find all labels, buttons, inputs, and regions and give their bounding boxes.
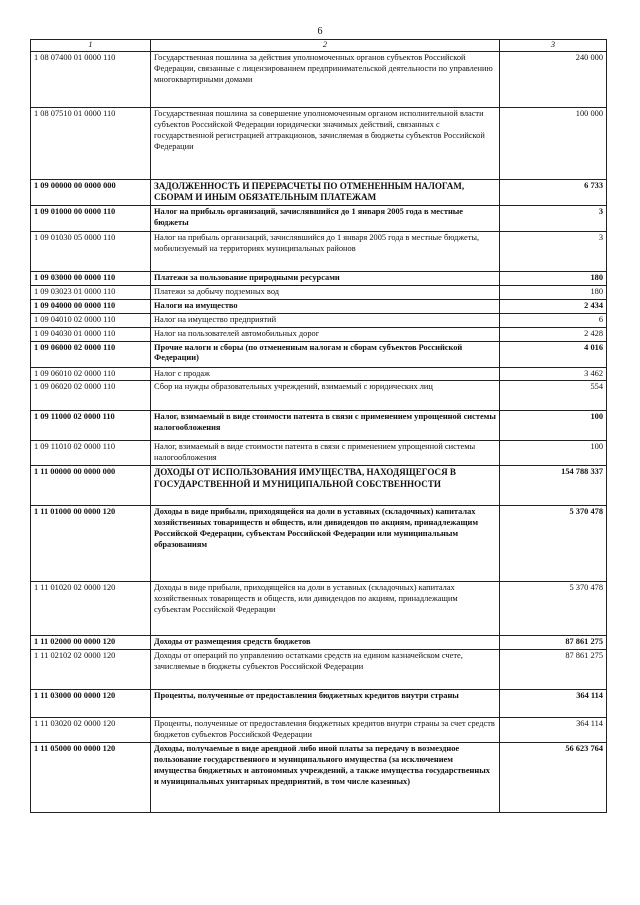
column-header-name: 2 xyxy=(151,40,500,52)
row-name: Государственная пошлина за совершение уполномоченным органом исполнительной власти субъектов Российской Федерации юридически значимых действий, связанных с государственной регистрацией аттракционов, зачисляемая в бюджеты субъектов Российской Федерации xyxy=(151,107,500,179)
row-name: ДОХОДЫ ОТ ИСПОЛЬЗОВАНИЯ ИМУЩЕСТВА, НАХОДЯЩЕГОСЯ В ГОСУДАРСТВЕННОЙ И МУНИЦИПАЛЬНОЙ СОБСТВЕННОСТИ xyxy=(151,466,500,506)
table-row xyxy=(31,582,607,636)
row-amount: 100 xyxy=(500,441,607,466)
row-amount: 87 861 275 xyxy=(500,650,607,690)
row-amount: 56 623 764 xyxy=(500,743,607,813)
column-header-row xyxy=(31,40,607,52)
table-row xyxy=(31,231,607,271)
table-row xyxy=(31,271,607,285)
row-code: 1 08 07400 01 0000 110 xyxy=(31,51,151,107)
column-header-code: 1 xyxy=(31,40,151,52)
row-code: 1 11 03000 00 0000 120 xyxy=(31,690,151,718)
row-amount: 100 xyxy=(500,411,607,441)
row-name: ЗАДОЛЖЕННОСТЬ И ПЕРЕРАСЧЕТЫ ПО ОТМЕНЕННЫМ НАЛОГАМ, СБОРАМ И ИНЫМ ОБЯЗАТЕЛЬНЫМ ПЛАТЕЖАМ xyxy=(151,179,500,205)
row-name: Налог с продаж xyxy=(151,367,500,381)
row-amount: 2 434 xyxy=(500,299,607,313)
row-code: 1 11 05000 00 0000 120 xyxy=(31,743,151,813)
row-name: Налог, взимаемый в виде стоимости патента в связи с применением упрощенной системы налогообложения xyxy=(151,441,500,466)
row-amount: 3 xyxy=(500,205,607,231)
row-code: 1 09 11000 02 0000 110 xyxy=(31,411,151,441)
row-name: Прочие налоги и сборы (по отмененным налогам и сборам субъектов Российской Федерации) xyxy=(151,341,500,367)
table-row xyxy=(31,506,607,582)
row-name: Государственная пошлина за действия уполномоченных органов субъектов Российской Федерации, связанные с лицензированием предпринимательской деятельности по управлению многоквартирными домами xyxy=(151,51,500,107)
row-amount: 87 861 275 xyxy=(500,636,607,650)
row-amount: 100 000 xyxy=(500,107,607,179)
table-row xyxy=(31,743,607,813)
row-amount: 364 114 xyxy=(500,718,607,743)
table-row xyxy=(31,285,607,299)
row-code: 1 09 03000 00 0000 110 xyxy=(31,271,151,285)
table-row xyxy=(31,381,607,411)
row-name: Налог на имущество предприятий xyxy=(151,313,500,327)
row-name: Налог, взимаемый в виде стоимости патента в связи с применением упрощенной системы налогообложения xyxy=(151,411,500,441)
page-number: 6 xyxy=(317,26,323,37)
table-row xyxy=(31,441,607,466)
row-amount: 5 370 478 xyxy=(500,582,607,636)
table-row xyxy=(31,299,607,313)
table-row xyxy=(31,466,607,506)
table-row xyxy=(31,636,607,650)
row-amount: 4 016 xyxy=(500,341,607,367)
row-amount: 5 370 478 xyxy=(500,506,607,582)
row-code: 1 09 01000 00 0000 110 xyxy=(31,205,151,231)
table-row xyxy=(31,313,607,327)
row-code: 1 09 04030 01 0000 110 xyxy=(31,327,151,341)
row-name: Налог на прибыль организаций, зачислявшийся до 1 января 2005 года в местные бюджеты xyxy=(151,205,500,231)
row-amount: 6 733 xyxy=(500,179,607,205)
row-code: 1 09 04000 00 0000 110 xyxy=(31,299,151,313)
column-header-amount: 3 xyxy=(500,40,607,52)
row-code: 1 11 00000 00 0000 000 xyxy=(31,466,151,506)
row-amount: 554 xyxy=(500,381,607,411)
row-amount: 2 428 xyxy=(500,327,607,341)
table-row xyxy=(31,327,607,341)
row-code: 1 11 02000 00 0000 120 xyxy=(31,636,151,650)
row-code: 1 11 01020 02 0000 120 xyxy=(31,582,151,636)
row-code: 1 09 06010 02 0000 110 xyxy=(31,367,151,381)
row-code: 1 09 01030 05 0000 110 xyxy=(31,231,151,271)
row-amount: 6 xyxy=(500,313,607,327)
table-row xyxy=(31,179,607,205)
table-row xyxy=(31,690,607,718)
row-name: Доходы в виде прибыли, приходящейся на доли в уставных (складочных) капиталах хозяйственных товариществ и обществ, или дивидендов по акциям, принадлежащим субъектам Российской Федерации xyxy=(151,582,500,636)
row-name: Налог на прибыль организаций, зачислявшийся до 1 января 2005 года в местные бюджеты, мобилизуемый на территориях муниципальных районов xyxy=(151,231,500,271)
row-code: 1 11 03020 02 0000 120 xyxy=(31,718,151,743)
row-name: Платежи за добычу подземных вод xyxy=(151,285,500,299)
row-amount: 180 xyxy=(500,271,607,285)
row-amount: 240 000 xyxy=(500,51,607,107)
row-name: Доходы от размещения средств бюджетов xyxy=(151,636,500,650)
table-row xyxy=(31,205,607,231)
row-name: Проценты, полученные от предоставления бюджетных кредитов внутри страны xyxy=(151,690,500,718)
row-amount: 154 788 337 xyxy=(500,466,607,506)
row-amount: 3 462 xyxy=(500,367,607,381)
row-name: Доходы, получаемые в виде арендной либо иной платы за передачу в возмездное пользование государственного и муниципального имущества (за исключением имущества бюджетных и автономных учреждений, а также имущества государственных и муниципальных унитарных предприятий, в том числе казенных) xyxy=(151,743,500,813)
row-code: 1 09 11010 02 0000 110 xyxy=(31,441,151,466)
row-name: Доходы в виде прибыли, приходящейся на доли в уставных (складочных) капиталах хозяйственных товариществ и обществ, или дивидендов по акциям, принадлежащим Российской Федерации, субъектам Российской Федерации или муниципальным образованиям xyxy=(151,506,500,582)
row-amount: 180 xyxy=(500,285,607,299)
row-code: 1 09 04010 02 0000 110 xyxy=(31,313,151,327)
revenue-table-body xyxy=(31,40,607,813)
table-row xyxy=(31,341,607,367)
row-name: Налоги на имущество xyxy=(151,299,500,313)
table-row xyxy=(31,107,607,179)
row-code: 1 09 06020 02 0000 110 xyxy=(31,381,151,411)
table-row xyxy=(31,367,607,381)
row-code: 1 08 07510 01 0000 110 xyxy=(31,107,151,179)
row-code: 1 11 01000 00 0000 120 xyxy=(31,506,151,582)
row-name: Платежи за пользование природными ресурсами xyxy=(151,271,500,285)
row-name: Доходы от операций по управлению остатками средств на едином казначейском счете, зачисляемые в бюджеты субъектов Российской Федерации xyxy=(151,650,500,690)
row-name: Налог на пользователей автомобильных дорог xyxy=(151,327,500,341)
table-row xyxy=(31,650,607,690)
row-code: 1 09 00000 00 0000 000 xyxy=(31,179,151,205)
table-row xyxy=(31,51,607,107)
table-row xyxy=(31,411,607,441)
row-code: 1 09 06000 02 0000 110 xyxy=(31,341,151,367)
row-name: Сбор на нужды образовательных учреждений, взимаемый с юридических лиц xyxy=(151,381,500,411)
row-amount: 3 xyxy=(500,231,607,271)
revenue-table xyxy=(30,39,607,813)
row-code: 1 11 02102 02 0000 120 xyxy=(31,650,151,690)
table-row xyxy=(31,718,607,743)
row-code: 1 09 03023 01 0000 110 xyxy=(31,285,151,299)
row-amount: 364 114 xyxy=(500,690,607,718)
row-name: Проценты, полученные от предоставления бюджетных кредитов внутри страны за счет средств бюджетов субъектов Российской Федерации xyxy=(151,718,500,743)
